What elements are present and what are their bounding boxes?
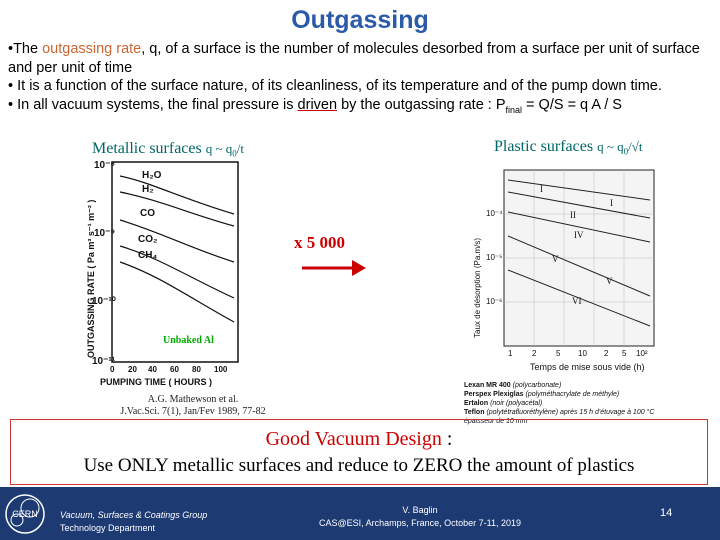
curve-label: I xyxy=(540,184,543,194)
metallic-label: Metallic surfaces xyxy=(92,140,202,157)
formula-sub: 0 xyxy=(623,146,629,157)
footer-group-name: Vacuum, Surfaces & Coatings Group xyxy=(60,510,208,520)
highlight-outgassing-rate: outgassing rate xyxy=(42,41,142,57)
plot-frame xyxy=(112,162,238,362)
reference-authors: A.G. Mathewson et al. xyxy=(147,394,239,405)
plastic-label: Plastic surfaces xyxy=(494,138,594,155)
x-tick: 5 xyxy=(622,349,627,358)
series-label: CH₄ xyxy=(138,250,158,261)
series-label: CO xyxy=(140,208,155,219)
metallic-heading xyxy=(92,140,244,159)
underlined-driven: driven xyxy=(297,96,338,113)
curve-ch4 xyxy=(120,262,234,322)
reference-journal: J.Vac.Sci. 7(1), Jan/Fev 1989, 77-82 xyxy=(120,406,266,417)
curve-label: I xyxy=(610,198,613,208)
x-tick: 1 xyxy=(508,349,513,358)
legend-row xyxy=(464,381,674,390)
bullet-dependence: • It is a function of the surface nature, of its cleanliness, of its temperature and of the pump down time. xyxy=(8,78,662,94)
legend-name: Perspex Plexiglas xyxy=(464,391,524,398)
unbaked-al-label: Unbaked Al xyxy=(163,335,214,346)
metal-outgassing-chart xyxy=(80,158,260,392)
metallic-formula xyxy=(205,141,245,159)
footer-bar xyxy=(0,487,720,540)
x-tick: 60 xyxy=(170,365,179,374)
legend-row xyxy=(464,390,674,399)
curve-label: VI xyxy=(572,296,582,306)
legend-desc: (polyméthacrylate de méthyle) xyxy=(525,391,620,398)
legend-desc: (polytétrafluoréthylène) après 15 h d'étuvage à 100 °C xyxy=(486,409,655,416)
curve-label: V xyxy=(552,254,559,264)
x-tick: 10² xyxy=(636,349,648,358)
y-axis-label: Taux de désorption (Pa.m/s) xyxy=(473,237,482,338)
right-arrow-icon xyxy=(300,256,368,280)
conclusion-title-suffix: : xyxy=(441,428,453,450)
logo-text: CERN xyxy=(12,509,38,519)
x-tick: 40 xyxy=(148,365,157,374)
subscript-final: final xyxy=(505,104,523,115)
bullet-text: •The xyxy=(8,41,43,57)
bullet-list xyxy=(8,40,714,119)
bullet-definition xyxy=(8,40,714,77)
y-tick: 10⁻⁴ xyxy=(486,209,503,218)
x-tick: 0 xyxy=(110,365,115,374)
cern-logo-icon xyxy=(4,493,46,535)
y-tick: 10⁻⁶ xyxy=(486,297,503,306)
x-tick: 100 xyxy=(214,365,228,374)
legend-desc: (noir (polyacétal) xyxy=(490,400,543,407)
y-tick: 10⁻¹¹ xyxy=(92,356,116,367)
formula-sub: 0 xyxy=(232,148,237,159)
series-label: H₂O xyxy=(142,170,162,181)
plastic-heading xyxy=(494,138,642,157)
x-tick: 5 xyxy=(556,349,561,358)
footer-department: Technology Department xyxy=(60,523,156,533)
conclusion-title xyxy=(11,428,707,451)
curve-label: IV xyxy=(574,230,584,240)
y-tick: 10⁻¹⁰ xyxy=(92,296,116,307)
legend-name: épaisseur de 10 mm xyxy=(464,418,528,425)
plastic-desorption-chart xyxy=(460,166,660,380)
x-tick: 2 xyxy=(532,349,537,358)
y-axis-label: OUTGASSING RATE ( Pa m³ s⁻¹ m⁻² ) xyxy=(86,199,96,358)
conclusion-box xyxy=(10,419,708,485)
bullet-text: = Q/S = q A / S xyxy=(522,96,622,113)
bullet-text: , q, of a surface is the number of molecules desorbed from a surface per unit of surface and per unit of time xyxy=(8,41,700,76)
x-tick: 80 xyxy=(192,365,201,374)
x-axis-label: PUMPING TIME ( HOURS ) xyxy=(100,377,212,387)
plastic-formula xyxy=(597,139,643,157)
legend-row xyxy=(464,399,674,408)
slide-title: Outgassing xyxy=(291,6,429,34)
legend-name: Lexan MR 400 xyxy=(464,382,511,389)
bullet-final-pressure xyxy=(8,96,714,119)
footer-event xyxy=(300,504,540,530)
y-tick: 10⁻⁸ xyxy=(94,160,116,171)
formula-part: /t xyxy=(236,141,245,156)
x-tick: 20 xyxy=(128,365,137,374)
legend-desc: (polycarbonate) xyxy=(512,382,562,389)
factor-label: x 5 000 xyxy=(294,233,345,252)
formula-part: q ~ q xyxy=(205,141,233,156)
legend-name: Ertalon xyxy=(464,400,489,407)
conclusion-title-text: Good Vacuum Design xyxy=(265,428,442,450)
y-tick: 10⁻⁹ xyxy=(94,228,116,239)
curve-label: II xyxy=(570,210,576,220)
formula-part: q ~ q xyxy=(597,139,624,154)
curve-label: V xyxy=(606,276,613,286)
series-label: CO₂ xyxy=(138,234,158,245)
x-tick: 2 xyxy=(604,349,609,358)
conclusion-body: Use ONLY metallic surfaces and reduce to ZERO the amount of plastics xyxy=(83,455,635,476)
legend-name: Teflon xyxy=(464,409,485,416)
bullet-text: by the outgassing rate : P xyxy=(337,96,506,113)
footer-author: V. Baglin xyxy=(402,505,438,515)
bullet-text: • In all vacuum systems, the final pressure is xyxy=(8,96,298,113)
formula-part: /√t xyxy=(628,139,643,154)
y-tick: 10⁻⁵ xyxy=(486,253,503,262)
page-number: 14 xyxy=(660,507,673,519)
series-label: H₂ xyxy=(142,184,154,195)
metal-reference xyxy=(118,394,268,418)
x-axis-label: Temps de mise sous vide (h) xyxy=(530,362,645,372)
footer-group xyxy=(60,509,207,535)
footer-event-name: CAS@ESI, Archamps, France, October 7-11, 2019 xyxy=(318,518,522,528)
legend-row xyxy=(464,408,674,417)
x-tick: 10 xyxy=(578,349,587,358)
